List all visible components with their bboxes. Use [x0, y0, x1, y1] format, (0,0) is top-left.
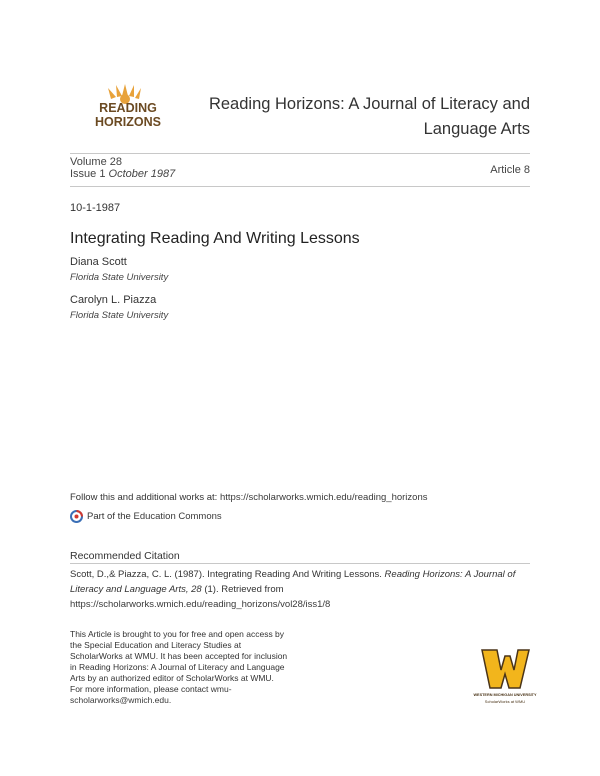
- contact-email-link[interactable]: scholarworks@wmich.edu: [70, 695, 169, 705]
- blurb-line: the Special Education and Literacy Studies at: [70, 640, 242, 650]
- commons-network-icon: [70, 510, 83, 523]
- logo-text-horizons: HORIZONS: [95, 115, 161, 129]
- citation-text: [70, 567, 530, 612]
- wmu-logo-line2: ScholarWorks at WMU: [484, 699, 526, 704]
- volume-issue-block: [70, 156, 175, 180]
- sunburst-icon: [78, 82, 178, 134]
- contact-email-link[interactable]: wmu-: [210, 684, 232, 694]
- citation-heading: Recommended Citation: [70, 550, 180, 562]
- reading-horizons-logo[interactable]: [78, 82, 178, 134]
- citation-part2: (1). Retrieved from: [201, 584, 284, 595]
- blurb-line: ScholarWorks at WMU. It has been accepted for inclusion: [70, 651, 288, 661]
- volume-link[interactable]: Volume 28: [70, 156, 122, 168]
- blurb-line: in Reading Horizons: A Journal of Literacy and Language: [70, 662, 285, 672]
- divider: [70, 563, 530, 564]
- issue-link[interactable]: Issue 1: [70, 168, 106, 180]
- follow-link[interactable]: https://scholarworks.wmich.edu/reading_horizons: [219, 492, 428, 503]
- wmu-logo-line1: WESTERN MICHIGAN UNIVERSITY: [473, 693, 537, 697]
- logo-text-reading: READING: [99, 101, 157, 115]
- journal-title-line1[interactable]: Reading Horizons: A Journal of Literacy and: [208, 95, 530, 113]
- commons-line: [70, 510, 222, 523]
- citation-journal: Reading Horizons: A Journal of Literacy and Language Arts, 28: [70, 569, 516, 595]
- divider: [70, 186, 530, 187]
- author-name: Diana Scott: [70, 256, 127, 268]
- author-affiliation: Florida State University: [70, 310, 169, 321]
- divider: [70, 153, 530, 154]
- follow-line: [70, 492, 427, 503]
- article-title: Integrating Reading And Writing Lessons: [70, 230, 360, 247]
- citation-url-link[interactable]: https://scholarworks.wmich.edu/reading_horizons/vol28/iss1/8: [70, 599, 331, 610]
- follow-text: Follow this and additional works at:: [70, 492, 220, 503]
- article-number: Article 8: [490, 164, 530, 176]
- wmu-logo[interactable]: [465, 648, 545, 706]
- author-affiliation: Florida State University: [70, 272, 169, 283]
- issue-date: October 1987: [108, 168, 176, 180]
- author-name: Carolyn L. Piazza: [70, 294, 157, 306]
- citation-part1: Scott, D.,& Piazza, C. L. (1987). Integrating Reading And Writing Lessons.: [70, 569, 385, 580]
- access-blurb: [70, 629, 310, 706]
- blurb-line: .: [168, 695, 172, 705]
- education-commons-link[interactable]: Education Commons: [133, 511, 222, 522]
- wmu-w-icon: [465, 648, 545, 706]
- commons-prefix: Part of the: [87, 511, 131, 522]
- journal-title-link[interactable]: [200, 92, 530, 142]
- blurb-line: Arts by an authorized editor of ScholarWorks at WMU.: [70, 673, 274, 683]
- blurb-line: This Article is brought to you for free and open access by: [70, 629, 285, 639]
- journal-title-line2[interactable]: Language Arts: [423, 120, 530, 138]
- blurb-line: For more information, please contact: [70, 684, 211, 694]
- publication-date: 10-1-1987: [70, 202, 121, 214]
